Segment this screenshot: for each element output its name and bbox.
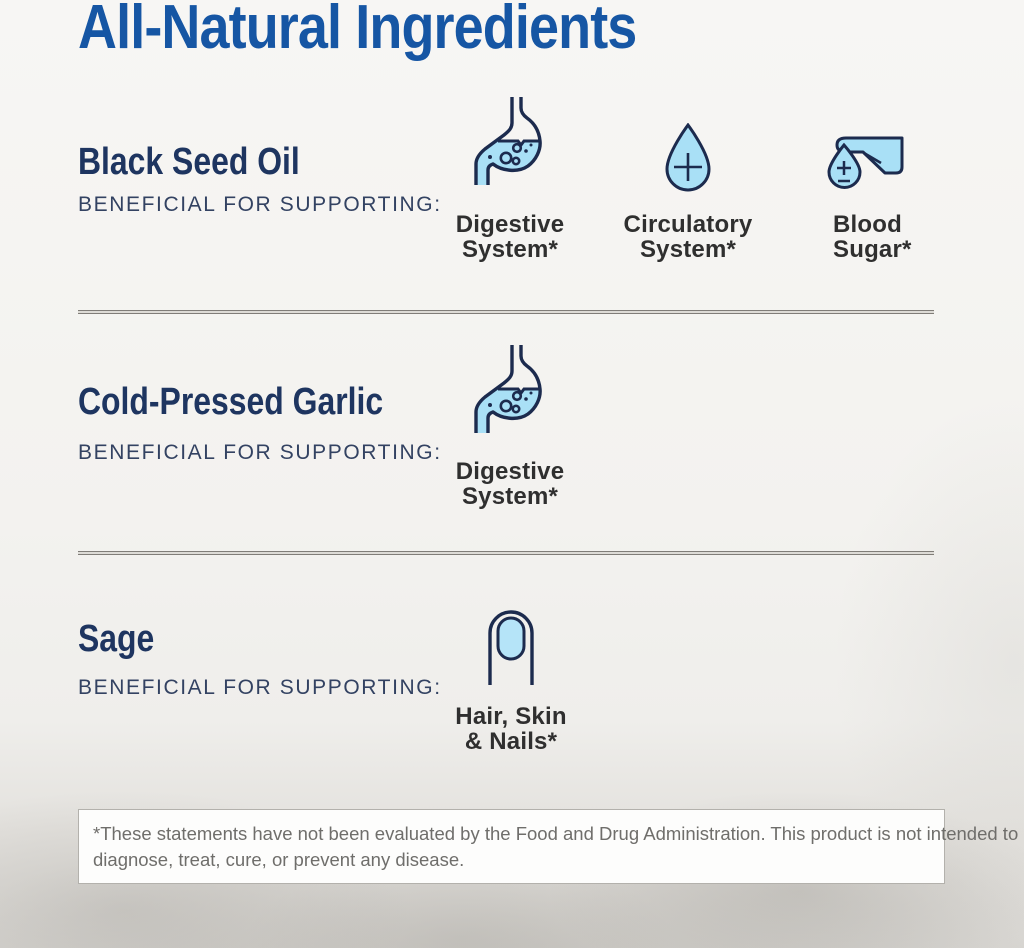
fda-disclaimer xyxy=(78,809,1019,884)
hair-skin-nails-icon xyxy=(487,608,535,686)
section-divider xyxy=(78,551,934,555)
ingredient-subheading: BENEFICIAL FOR SUPPORTING: xyxy=(78,441,442,464)
benefit-label-digestive: Digestive System* xyxy=(455,211,565,263)
page-title: All-Natural Ingredients xyxy=(78,0,637,62)
ingredient-heading-cold-pressed-garlic: Cold-Pressed Garlic xyxy=(78,381,384,423)
benefit-label-blood-sugar: Blood Sugar* xyxy=(833,211,912,263)
ingredient-heading-black-seed-oil: Black Seed Oil xyxy=(78,141,300,183)
disclaimer-line-1: *These statements have not been evaluated by the Food and Drug Administration. This product is not intended to xyxy=(93,823,1019,844)
section-divider xyxy=(78,310,934,314)
ingredient-heading-sage: Sage xyxy=(78,618,155,660)
digestive-system-icon xyxy=(473,345,547,437)
benefit-label-digestive: Digestive System* xyxy=(455,458,565,510)
blood-sugar-icon xyxy=(827,130,905,190)
ingredient-subheading: BENEFICIAL FOR SUPPORTING: xyxy=(78,193,442,216)
disclaimer-line-2: diagnose, treat, cure, or prevent any disease. xyxy=(93,849,465,870)
circulatory-system-icon xyxy=(663,123,713,194)
ingredient-subheading: BENEFICIAL FOR SUPPORTING: xyxy=(78,676,442,699)
digestive-system-icon xyxy=(473,97,547,189)
benefit-label-circulatory: Circulatory System* xyxy=(623,211,753,263)
benefit-label-hair-skin-nails: Hair, Skin & Nails* xyxy=(455,703,567,755)
